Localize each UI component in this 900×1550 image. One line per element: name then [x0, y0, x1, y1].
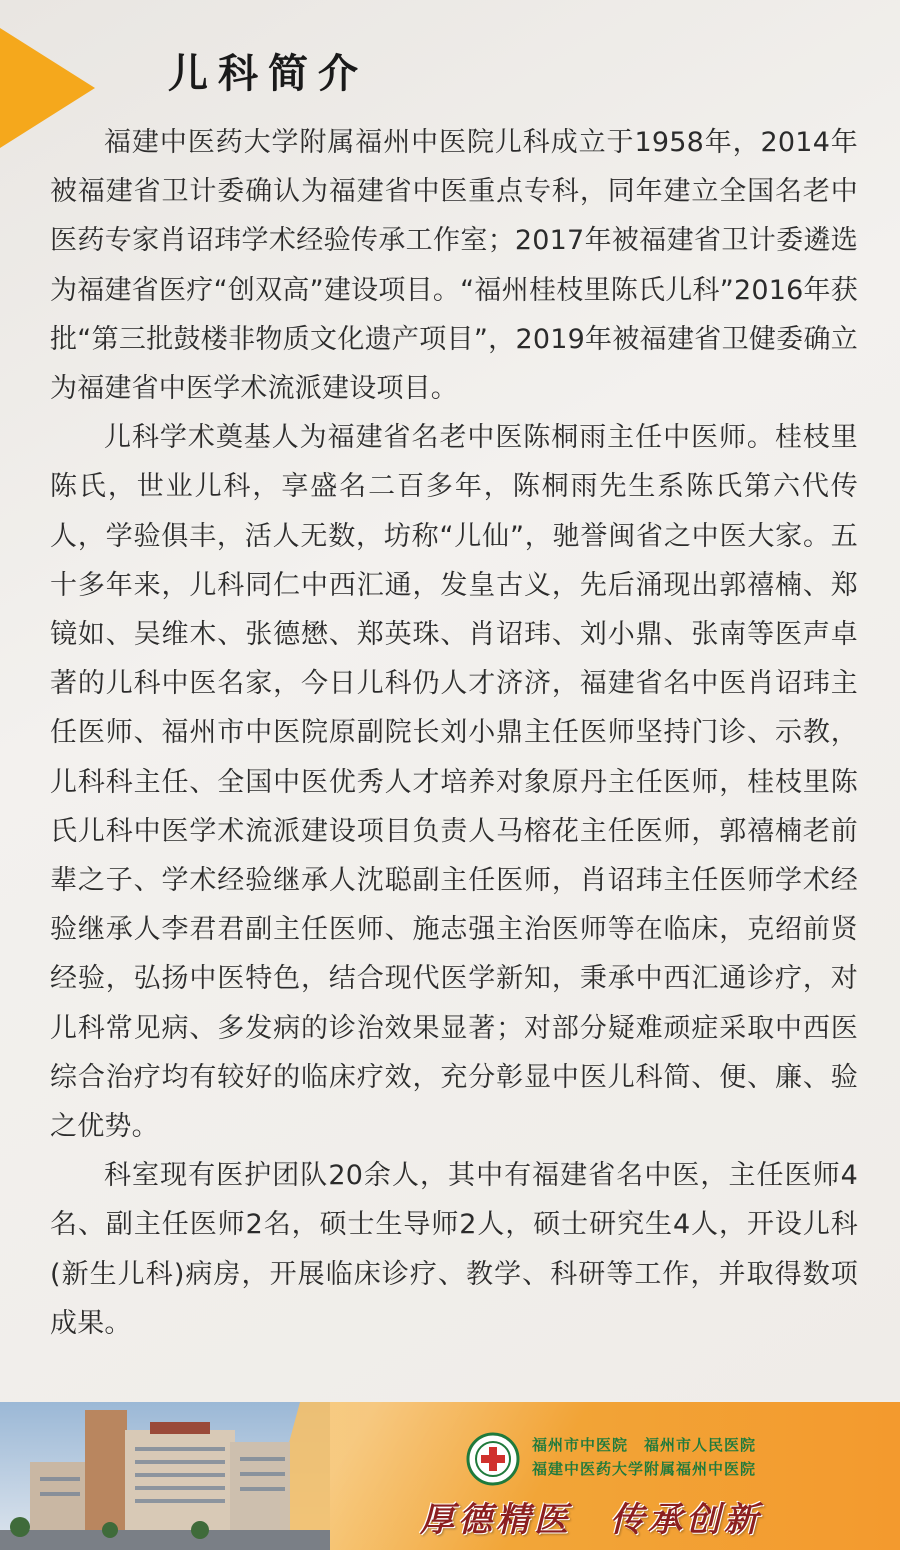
paragraph-history: 福建中医药大学附属福州中医院儿科成立于1958年，2014年被福建省卫计委确认为福建省中医重点专科，同年建立全国名老中医药专家肖诏玮学术经验传承工作室；2017年被福建省卫计委遴选为福建省医疗“创双高”建设项目。“福州桂枝里陈氏儿科”2016年获批“第三批鼓楼非物质文化遗产项目”，2019年被福建省卫健委确立为福建省中医学术流派建设项目。 [50, 127, 858, 405]
hospital-names-line1: 福州市中医院 福州市人民医院 [532, 1436, 757, 1454]
paragraph-founders: 儿科学术奠基人为福建省名老中医陈桐雨主任中医师。桂枝里陈氏，世业儿科，享盛名二百多年，陈桐雨先生系陈氏第六代传人，学验俱丰，活人无数，坊称“儿仙”，驰誉闽省之中医大家。五十多年来，儿科同仁中西汇通，发皇古义，先后涌现出郭禧楠、郑镜如、吴维木、张德懋、郑英珠、肖诏玮、刘小鼎、张南等医声卓著的儿科中医名家，今日儿科仍人才济济，福建省名中医肖诏玮主任医师、福州市中医院原副院长刘小鼎主任医师坚持门诊、示教，儿科科主任、全国中医优秀人才培养对象原丹主任医师，桂枝里陈氏儿科中医学术流派建设项目负责人马榕花主任医师，郭禧楠老前辈之子、学术经验继承人沈聪副主任医师，肖诏玮主任医师学术经验继承人李君君副主任医师、施志强主治医师等在临床，克绍前贤经验，弘扬中医特色，结合现代医学新知，秉承中西汇通诊疗，对儿科常见病、多发病的诊治效果显著；对部分疑难顽症采取中西医综合治疗均有较好的临床疗效，充分彰显中医儿科简、便、廉、验之优势。 [50, 422, 858, 1143]
hospital-building-photo [0, 1402, 330, 1550]
hospital-names-line2: 福建中医药大学附属福州中医院 [532, 1460, 757, 1478]
page-title: 儿科简介 [168, 50, 368, 97]
hospital-logo-icon [466, 1432, 520, 1486]
article-body [50, 118, 858, 1348]
slogan-text: 厚德精医 传承创新 [420, 1500, 762, 1540]
paragraph-team: 科室现有医护团队20余人，其中有福建省名中医，主任医师4名、副主任医师2名，硕士生导师2人，硕士研究生4人，开设儿科(新生儿科)病房，开展临床诊疗、教学、科研等工作，并取得数项成果。 [50, 1160, 858, 1339]
